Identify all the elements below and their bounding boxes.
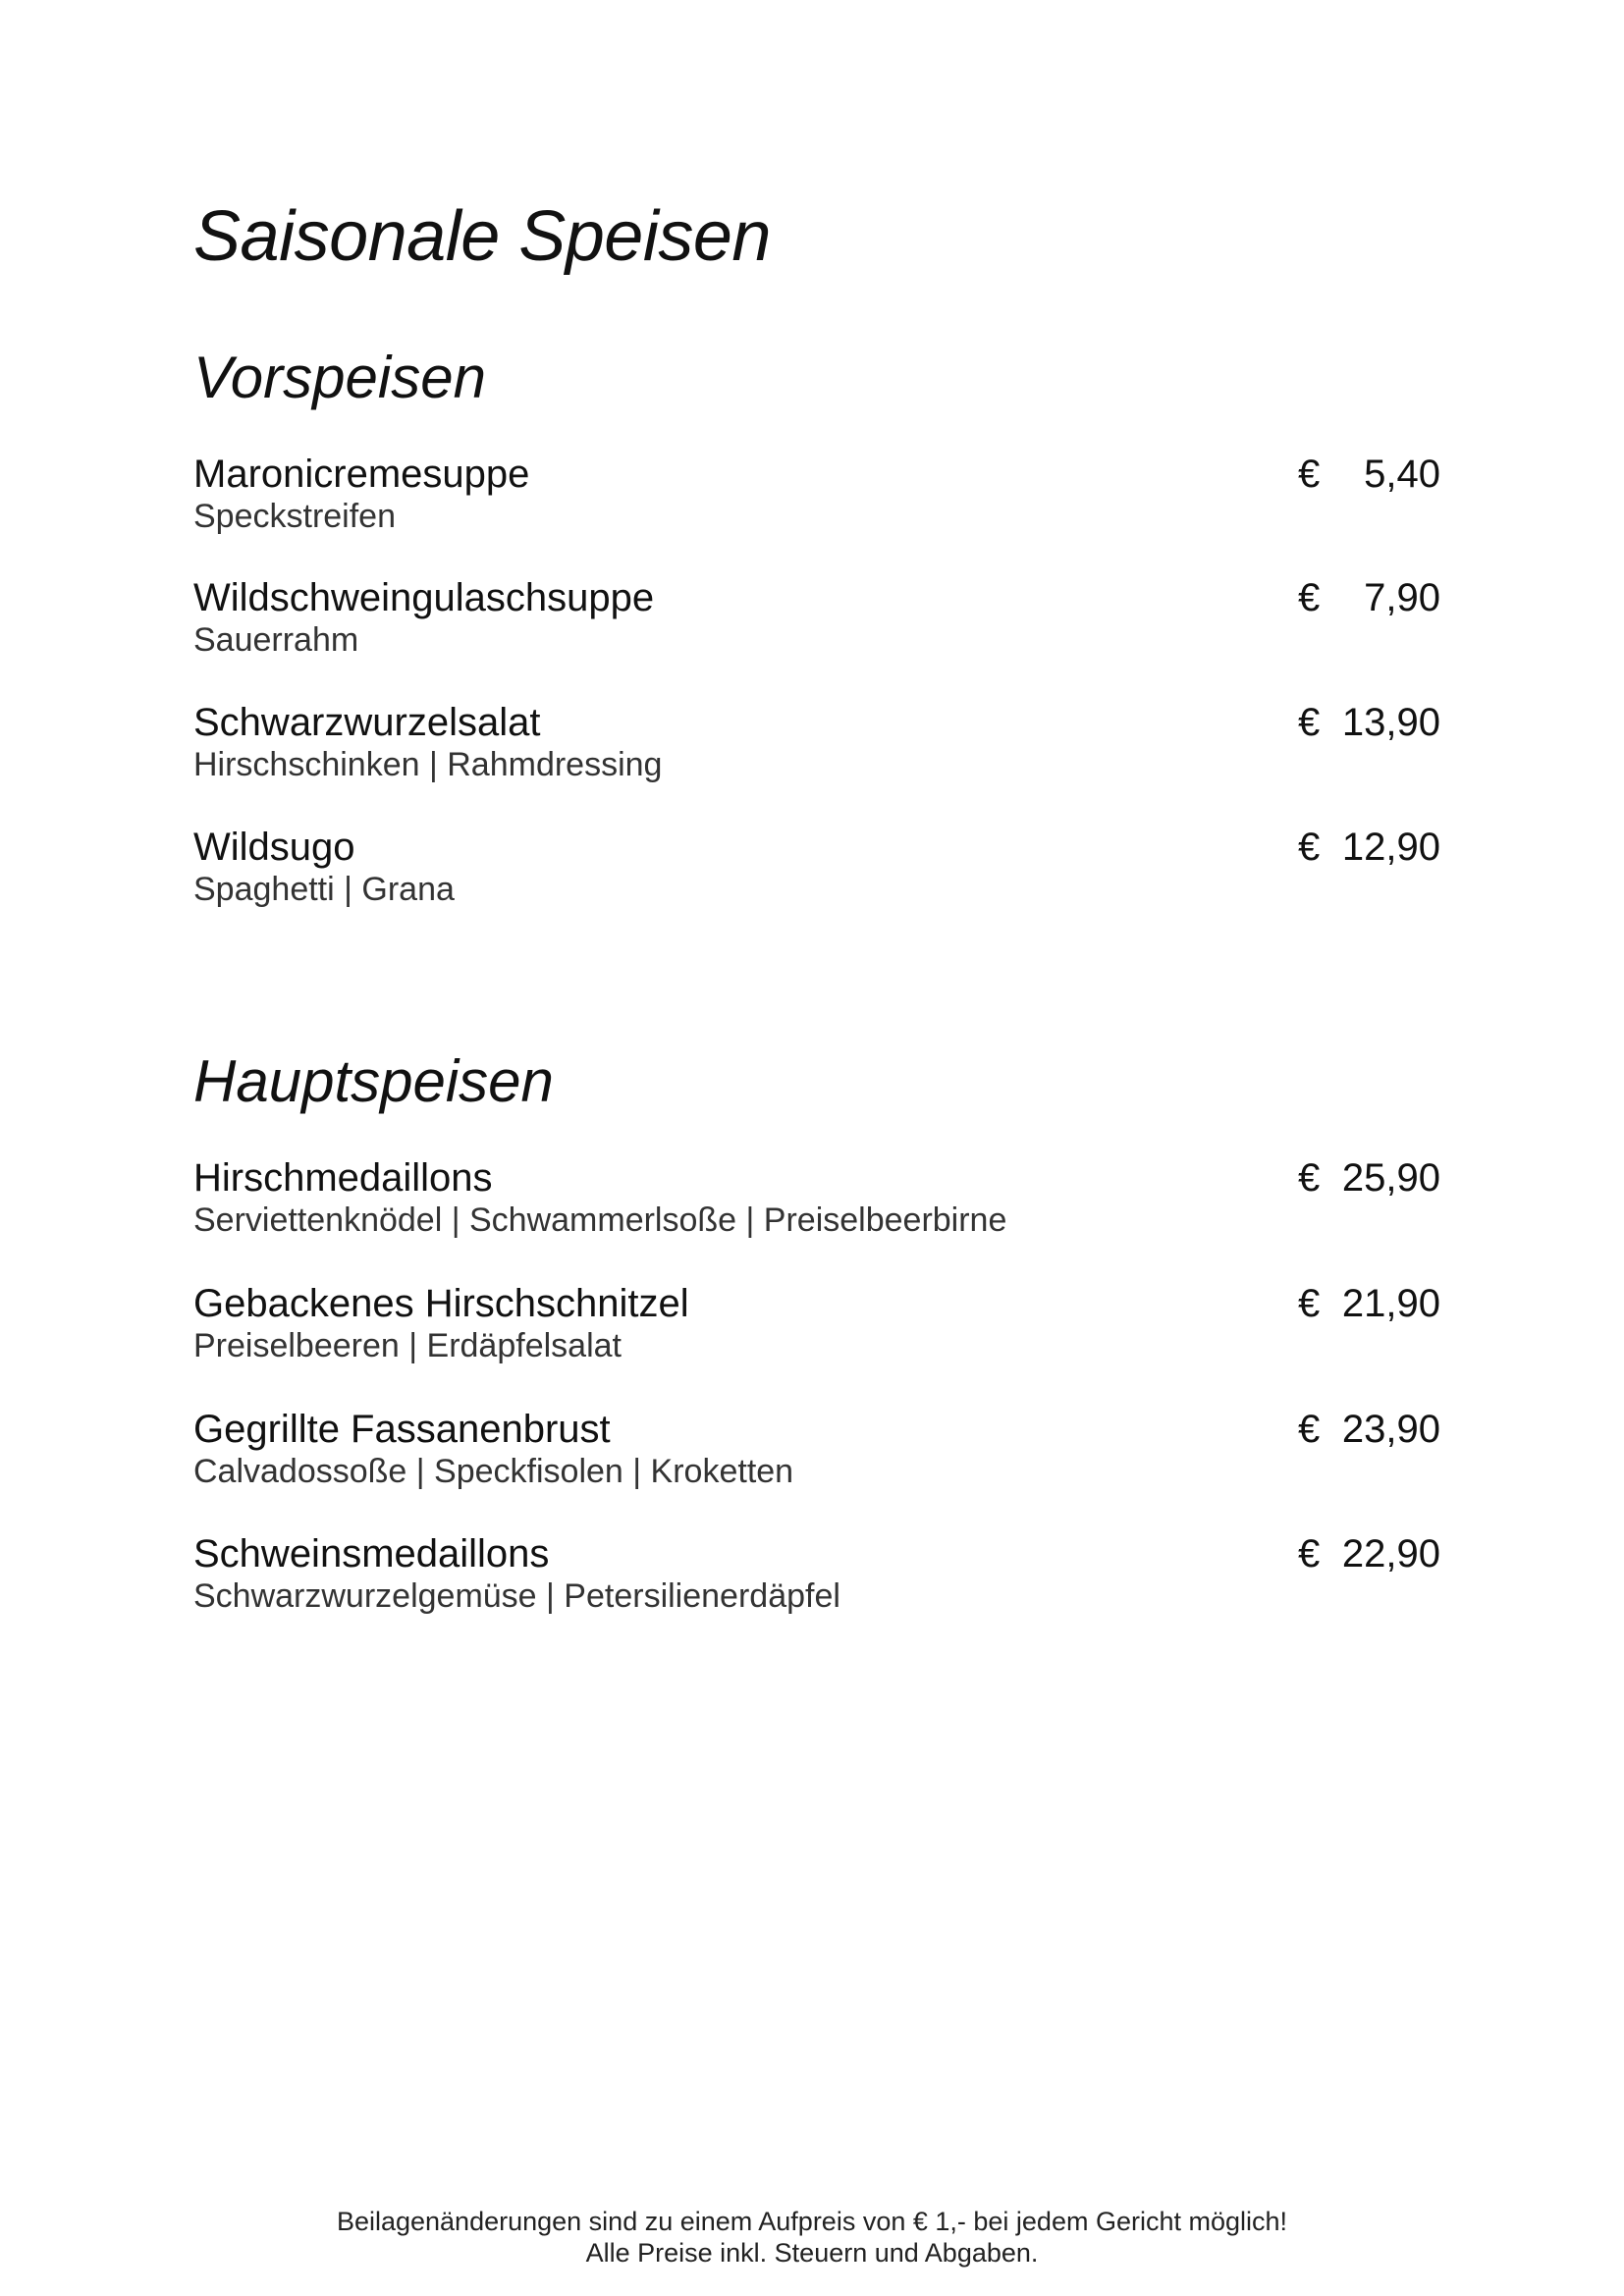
price-amount: 13,90: [1341, 701, 1440, 744]
page-title: Saisonale Speisen: [193, 197, 771, 276]
item-name: Wildschweingulaschsuppe: [193, 576, 655, 619]
item-description: Hirschschinken | Rahmdressing: [193, 746, 663, 783]
item-description: Spaghetti | Grana: [193, 871, 455, 908]
item-name: Wildsugo: [193, 826, 355, 869]
item-price: [1298, 1284, 1440, 1327]
price-amount: 22,90: [1341, 1532, 1440, 1575]
footer-line-surcharge: Beilagenänderungen sind zu einem Aufpreis von € 1,- bei jedem Gericht möglich!: [336, 2207, 1288, 2236]
item-price: [1298, 1410, 1440, 1453]
menu-item: [193, 1410, 1440, 1498]
menu-item: [193, 1158, 1440, 1247]
currency-symbol: €: [1298, 576, 1321, 619]
currency-symbol: €: [1298, 701, 1321, 744]
section-heading-vorspeisen: Vorspeisen: [193, 345, 486, 410]
item-description: Calvadossoße | Speckfisolen | Kroketten: [193, 1453, 794, 1490]
item-price: [1298, 1158, 1440, 1201]
item-price: [1298, 454, 1440, 498]
menu-item: [193, 454, 1440, 543]
item-price: [1298, 828, 1440, 871]
item-price: [1298, 578, 1440, 621]
item-description: Speckstreifen: [193, 498, 396, 535]
currency-symbol: €: [1298, 1408, 1321, 1451]
price-amount: 25,90: [1341, 1156, 1440, 1200]
item-description: Sauerrahm: [193, 621, 359, 659]
currency-symbol: €: [1298, 1156, 1321, 1200]
currency-symbol: €: [1298, 453, 1321, 496]
item-description: Serviettenknödel | Schwammerlsoße | Preiselbeerbirne: [193, 1201, 1007, 1239]
item-name: Schwarzwurzelsalat: [193, 701, 541, 744]
menu-item: [193, 703, 1440, 791]
item-price: [1298, 703, 1440, 746]
price-amount: 5,40: [1364, 453, 1440, 496]
item-name: Schweinsmedaillons: [193, 1532, 550, 1575]
section-heading-hauptspeisen: Hauptspeisen: [193, 1048, 554, 1114]
item-description: Preiselbeeren | Erdäpfelsalat: [193, 1327, 622, 1364]
currency-symbol: €: [1298, 1282, 1321, 1325]
menu-item: [193, 828, 1440, 916]
price-amount: 23,90: [1341, 1408, 1440, 1451]
currency-symbol: €: [1298, 826, 1321, 869]
footer-line-taxes: Alle Preise inkl. Steuern und Abgaben.: [585, 2238, 1039, 2269]
currency-symbol: €: [1298, 1532, 1321, 1575]
item-description: Schwarzwurzelgemüse | Petersilienerdäpfel: [193, 1577, 840, 1615]
price-amount: 12,90: [1341, 826, 1440, 869]
menu-item: [193, 1534, 1440, 1623]
price-amount: 21,90: [1341, 1282, 1440, 1325]
item-name: Maronicremesuppe: [193, 453, 530, 496]
price-amount: 7,90: [1364, 576, 1440, 619]
menu-item: [193, 1284, 1440, 1372]
item-name: Gebackenes Hirschschnitzel: [193, 1282, 689, 1325]
menu-item: [193, 578, 1440, 667]
footer-note: [0, 2206, 1624, 2269]
item-price: [1298, 1534, 1440, 1577]
item-name: Gegrillte Fassanenbrust: [193, 1408, 611, 1451]
item-name: Hirschmedaillons: [193, 1156, 493, 1200]
